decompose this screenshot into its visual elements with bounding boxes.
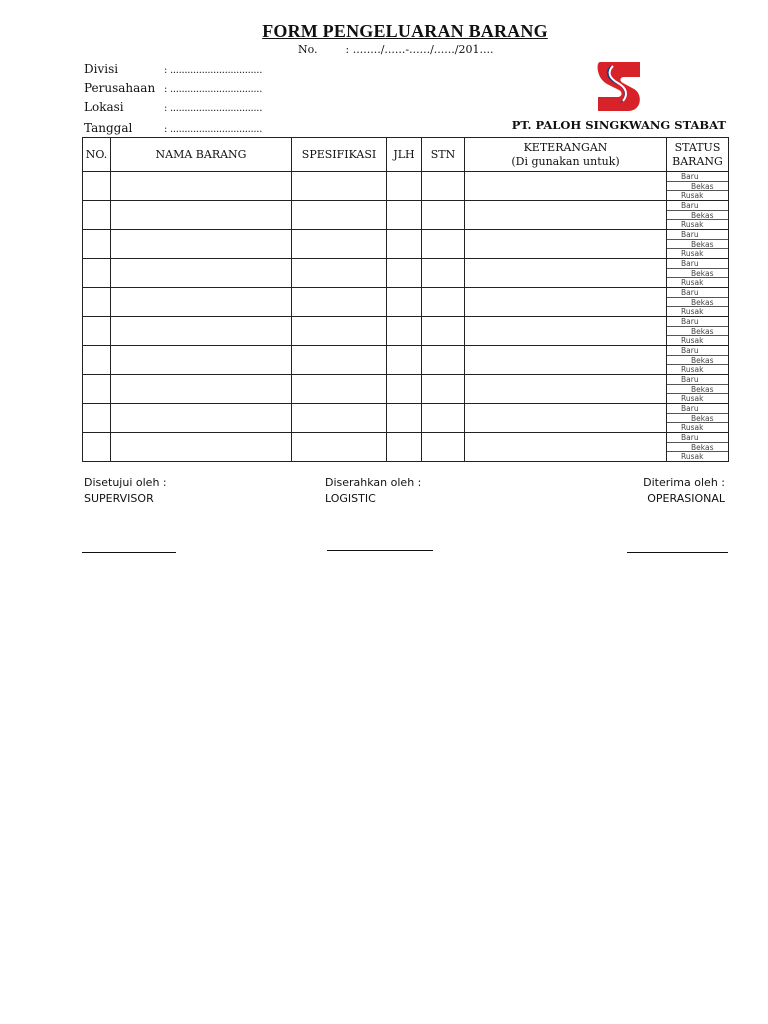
cell-jlh[interactable]: [387, 317, 422, 346]
cell-nama-barang[interactable]: [111, 259, 292, 288]
cell-stn[interactable]: [422, 346, 465, 375]
cell-stn[interactable]: [422, 288, 465, 317]
table-row: [83, 172, 729, 201]
table-row: [83, 201, 729, 230]
table-row: [83, 404, 729, 433]
field-tanggal: [84, 121, 262, 135]
header-no: NO.: [83, 138, 111, 172]
status-options: [667, 259, 728, 287]
field-divisi: [84, 62, 262, 76]
status-option-rusak[interactable]: Rusak: [681, 423, 704, 433]
cell-spesifikasi[interactable]: [292, 404, 387, 433]
cell-keterangan[interactable]: [465, 317, 667, 346]
header-status-line1: STATUS: [674, 140, 721, 154]
cell-nama-barang[interactable]: [111, 346, 292, 375]
cell-keterangan[interactable]: [465, 375, 667, 404]
field-value: : ................................: [164, 124, 263, 135]
status-option-bekas[interactable]: Bekas: [667, 385, 728, 395]
cell-jlh[interactable]: [387, 404, 422, 433]
cell-stn[interactable]: [422, 404, 465, 433]
table-row: [83, 259, 729, 288]
field-perusahaan: [84, 81, 262, 95]
table-row: [83, 288, 729, 317]
cell-spesifikasi[interactable]: [292, 201, 387, 230]
table-header-row: [83, 138, 729, 172]
cell-jlh[interactable]: [387, 433, 422, 462]
cell-status: [667, 404, 729, 433]
cell-spesifikasi[interactable]: [292, 317, 387, 346]
status-option-rusak[interactable]: Rusak: [681, 220, 704, 230]
cell-spesifikasi[interactable]: [292, 172, 387, 201]
status-options: [667, 288, 728, 316]
cell-nama-barang[interactable]: [111, 317, 292, 346]
status-option-bekas[interactable]: Bekas: [667, 414, 728, 424]
table-row: [83, 375, 729, 404]
signature-line-handed[interactable]: [327, 550, 433, 551]
signature-role: OPERASIONAL: [647, 492, 725, 505]
cell-no[interactable]: [83, 433, 111, 462]
cell-status: [667, 433, 729, 462]
table-body: [83, 172, 729, 462]
cell-jlh[interactable]: [387, 375, 422, 404]
field-label: Lokasi: [84, 100, 124, 114]
signature-role: SUPERVISOR: [84, 492, 154, 505]
cell-jlh[interactable]: [387, 172, 422, 201]
cell-nama-barang[interactable]: [111, 375, 292, 404]
signature-handed: [325, 475, 421, 507]
status-option-rusak[interactable]: Rusak: [681, 394, 704, 404]
status-option-rusak[interactable]: Rusak: [681, 307, 704, 317]
cell-jlh[interactable]: [387, 346, 422, 375]
status-option-baru[interactable]: Baru: [667, 201, 728, 211]
cell-nama-barang[interactable]: [111, 288, 292, 317]
cell-status: [667, 317, 729, 346]
cell-no[interactable]: [83, 230, 111, 259]
status-option-baru[interactable]: Baru: [667, 317, 728, 327]
signature-line-received[interactable]: [627, 552, 728, 553]
table-row: [83, 433, 729, 462]
cell-keterangan[interactable]: [465, 230, 667, 259]
table-row: [83, 230, 729, 259]
field-label: Divisi: [84, 62, 119, 76]
table-row: [83, 317, 729, 346]
company-name: PT. PALOH SINGKWANG STABAT: [511, 118, 726, 132]
signature-line-approved[interactable]: [82, 552, 176, 553]
cell-no[interactable]: [83, 201, 111, 230]
status-options: [667, 375, 728, 403]
status-option-rusak[interactable]: Rusak: [681, 249, 704, 259]
cell-status: [667, 375, 729, 404]
cell-nama-barang[interactable]: [111, 433, 292, 462]
status-options: [667, 172, 728, 200]
header-keterangan-line2: (Di gunakan untuk): [511, 154, 620, 168]
cell-spesifikasi[interactable]: [292, 288, 387, 317]
form-title: FORM PENGELUARAN BARANG: [262, 21, 548, 41]
cell-stn[interactable]: [422, 201, 465, 230]
cell-keterangan[interactable]: [465, 288, 667, 317]
status-option-baru[interactable]: Baru: [667, 288, 728, 298]
cell-nama-barang[interactable]: [111, 404, 292, 433]
status-options: [667, 230, 728, 258]
status-options: [667, 346, 728, 374]
cell-status: [667, 346, 729, 375]
cell-jlh[interactable]: [387, 201, 422, 230]
status-options: [667, 201, 728, 229]
items-table: [82, 137, 729, 462]
cell-no[interactable]: [83, 259, 111, 288]
status-option-baru[interactable]: Baru: [667, 259, 728, 269]
signature-label: Disetujui oleh :: [84, 476, 167, 489]
status-option-bekas[interactable]: Bekas: [667, 327, 728, 337]
cell-stn[interactable]: [422, 172, 465, 201]
cell-spesifikasi[interactable]: [292, 346, 387, 375]
cell-status: [667, 288, 729, 317]
status-option-bekas[interactable]: Bekas: [667, 269, 728, 279]
status-option-bekas[interactable]: Bekas: [667, 298, 728, 308]
status-option-bekas[interactable]: Bekas: [667, 182, 728, 192]
status-option-bekas[interactable]: Bekas: [667, 443, 728, 453]
signature-label: Diterima oleh :: [643, 476, 725, 489]
cell-no[interactable]: [83, 288, 111, 317]
signature-label: Diserahkan oleh :: [325, 476, 422, 489]
status-options: [667, 317, 728, 345]
field-value: : ................................: [164, 84, 263, 95]
cell-no[interactable]: [83, 404, 111, 433]
header-keterangan-line1: KETERANGAN: [523, 140, 608, 154]
cell-jlh[interactable]: [387, 230, 422, 259]
cell-keterangan[interactable]: [465, 346, 667, 375]
cell-no[interactable]: [83, 346, 111, 375]
header-nama-barang: NAMA BARANG: [111, 138, 292, 172]
status-options: [667, 404, 728, 432]
cell-keterangan[interactable]: [465, 172, 667, 201]
header-spesifikasi: SPESIFIKASI: [292, 138, 387, 172]
cell-nama-barang[interactable]: [111, 201, 292, 230]
field-value: : ................................: [164, 65, 263, 76]
cell-status: [667, 259, 729, 288]
header-stn: STN: [422, 138, 465, 172]
status-option-bekas[interactable]: Bekas: [667, 240, 728, 250]
document-number: No. : ......../......-....../....../201....: [298, 43, 494, 56]
cell-status: [667, 172, 729, 201]
signature-received: [643, 475, 725, 507]
field-label: Perusahaan: [84, 81, 156, 95]
field-value: : ................................: [164, 103, 263, 114]
cell-status: [667, 230, 729, 259]
status-option-baru[interactable]: Baru: [667, 230, 728, 240]
cell-stn[interactable]: [422, 317, 465, 346]
cell-stn[interactable]: [422, 375, 465, 404]
company-logo-icon: [594, 59, 644, 114]
field-lokasi: [84, 100, 262, 114]
cell-spesifikasi[interactable]: [292, 230, 387, 259]
status-options: [667, 433, 728, 461]
cell-nama-barang[interactable]: [111, 172, 292, 201]
cell-jlh[interactable]: [387, 259, 422, 288]
status-option-baru[interactable]: Baru: [667, 433, 728, 443]
status-option-rusak[interactable]: Rusak: [681, 336, 704, 346]
cell-no[interactable]: [83, 317, 111, 346]
cell-jlh[interactable]: [387, 288, 422, 317]
status-option-rusak[interactable]: Rusak: [681, 278, 704, 288]
header-status-line2: BARANG: [672, 154, 723, 168]
signature-approved: [84, 475, 167, 507]
cell-status: [667, 201, 729, 230]
field-label: Tanggal: [84, 121, 133, 135]
header-status: [667, 138, 729, 172]
status-option-baru[interactable]: Baru: [667, 172, 728, 182]
status-option-baru[interactable]: Baru: [667, 375, 728, 385]
status-option-bekas[interactable]: Bekas: [667, 356, 728, 366]
cell-keterangan[interactable]: [465, 404, 667, 433]
status-option-rusak[interactable]: Rusak: [681, 191, 704, 201]
cell-stn[interactable]: [422, 433, 465, 462]
status-option-bekas[interactable]: Bekas: [667, 211, 728, 221]
cell-keterangan[interactable]: [465, 259, 667, 288]
status-option-baru[interactable]: Baru: [667, 346, 728, 356]
cell-keterangan[interactable]: [465, 433, 667, 462]
cell-spesifikasi[interactable]: [292, 259, 387, 288]
cell-no[interactable]: [83, 172, 111, 201]
header-jlh: JLH: [387, 138, 422, 172]
cell-nama-barang[interactable]: [111, 230, 292, 259]
cell-keterangan[interactable]: [465, 201, 667, 230]
header-keterangan: [465, 138, 667, 172]
cell-stn[interactable]: [422, 230, 465, 259]
status-option-baru[interactable]: Baru: [667, 404, 728, 414]
status-option-rusak[interactable]: Rusak: [681, 452, 704, 462]
cell-stn[interactable]: [422, 259, 465, 288]
cell-no[interactable]: [83, 375, 111, 404]
status-option-rusak[interactable]: Rusak: [681, 365, 704, 375]
table-row: [83, 346, 729, 375]
cell-spesifikasi[interactable]: [292, 433, 387, 462]
signature-role: LOGISTIC: [325, 492, 376, 505]
cell-spesifikasi[interactable]: [292, 375, 387, 404]
